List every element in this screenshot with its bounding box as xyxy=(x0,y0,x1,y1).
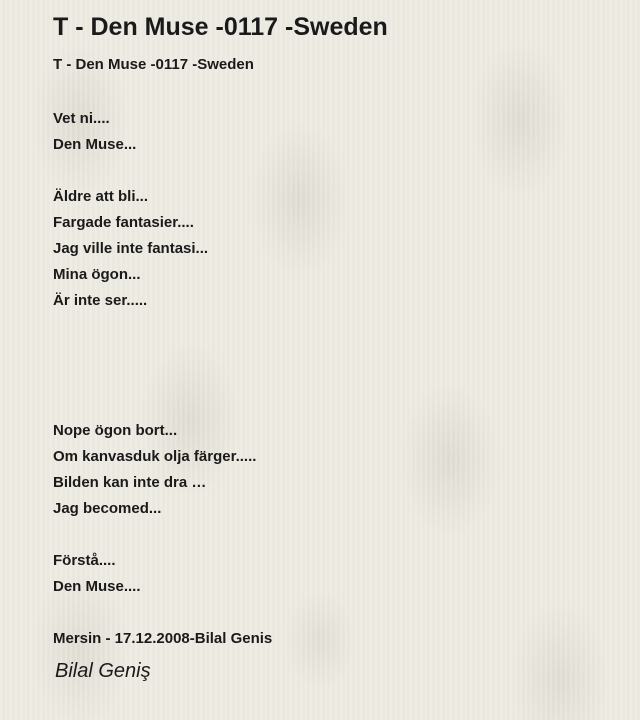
poem-blank-line xyxy=(53,522,272,548)
poem-line: Vet ni.... xyxy=(53,110,110,127)
poem-line: Mina ögon... xyxy=(53,266,141,283)
poem-line: Den Muse... xyxy=(53,136,137,153)
poem-blank-line xyxy=(53,314,272,340)
poem-line: Om kanvasduk olja färger..... xyxy=(53,448,257,465)
poem-title: T - Den Muse -0117 -Sweden xyxy=(53,13,388,41)
poem-blank-line xyxy=(53,600,272,626)
poem-line: Fargade fantasier.... xyxy=(53,214,194,231)
poem-line: Jag becomed... xyxy=(53,500,162,517)
poem-blank-line xyxy=(53,366,272,392)
poem-blank-line xyxy=(53,158,272,184)
poem-line: Nope ögon bort... xyxy=(53,422,178,439)
poem-line: Bilden kan inte dra … xyxy=(53,474,207,491)
poem-line: Jag ville inte fantasi... xyxy=(53,240,209,257)
poem-subtitle: T - Den Muse -0117 -Sweden xyxy=(53,56,254,73)
poem-line: Äldre att bli... xyxy=(53,188,149,205)
poem-blank-line xyxy=(53,392,272,418)
poem-blank-line xyxy=(53,340,272,366)
poem-body xyxy=(53,106,272,652)
poem-author: Bilal Geniş xyxy=(55,660,151,682)
poem-line: Den Muse.... xyxy=(53,578,141,595)
poem-line: Mersin - 17.12.2008-Bilal Genis xyxy=(53,630,273,647)
poem-line: Är inte ser..... xyxy=(53,292,148,309)
poem-line: Förstå.... xyxy=(53,552,116,569)
